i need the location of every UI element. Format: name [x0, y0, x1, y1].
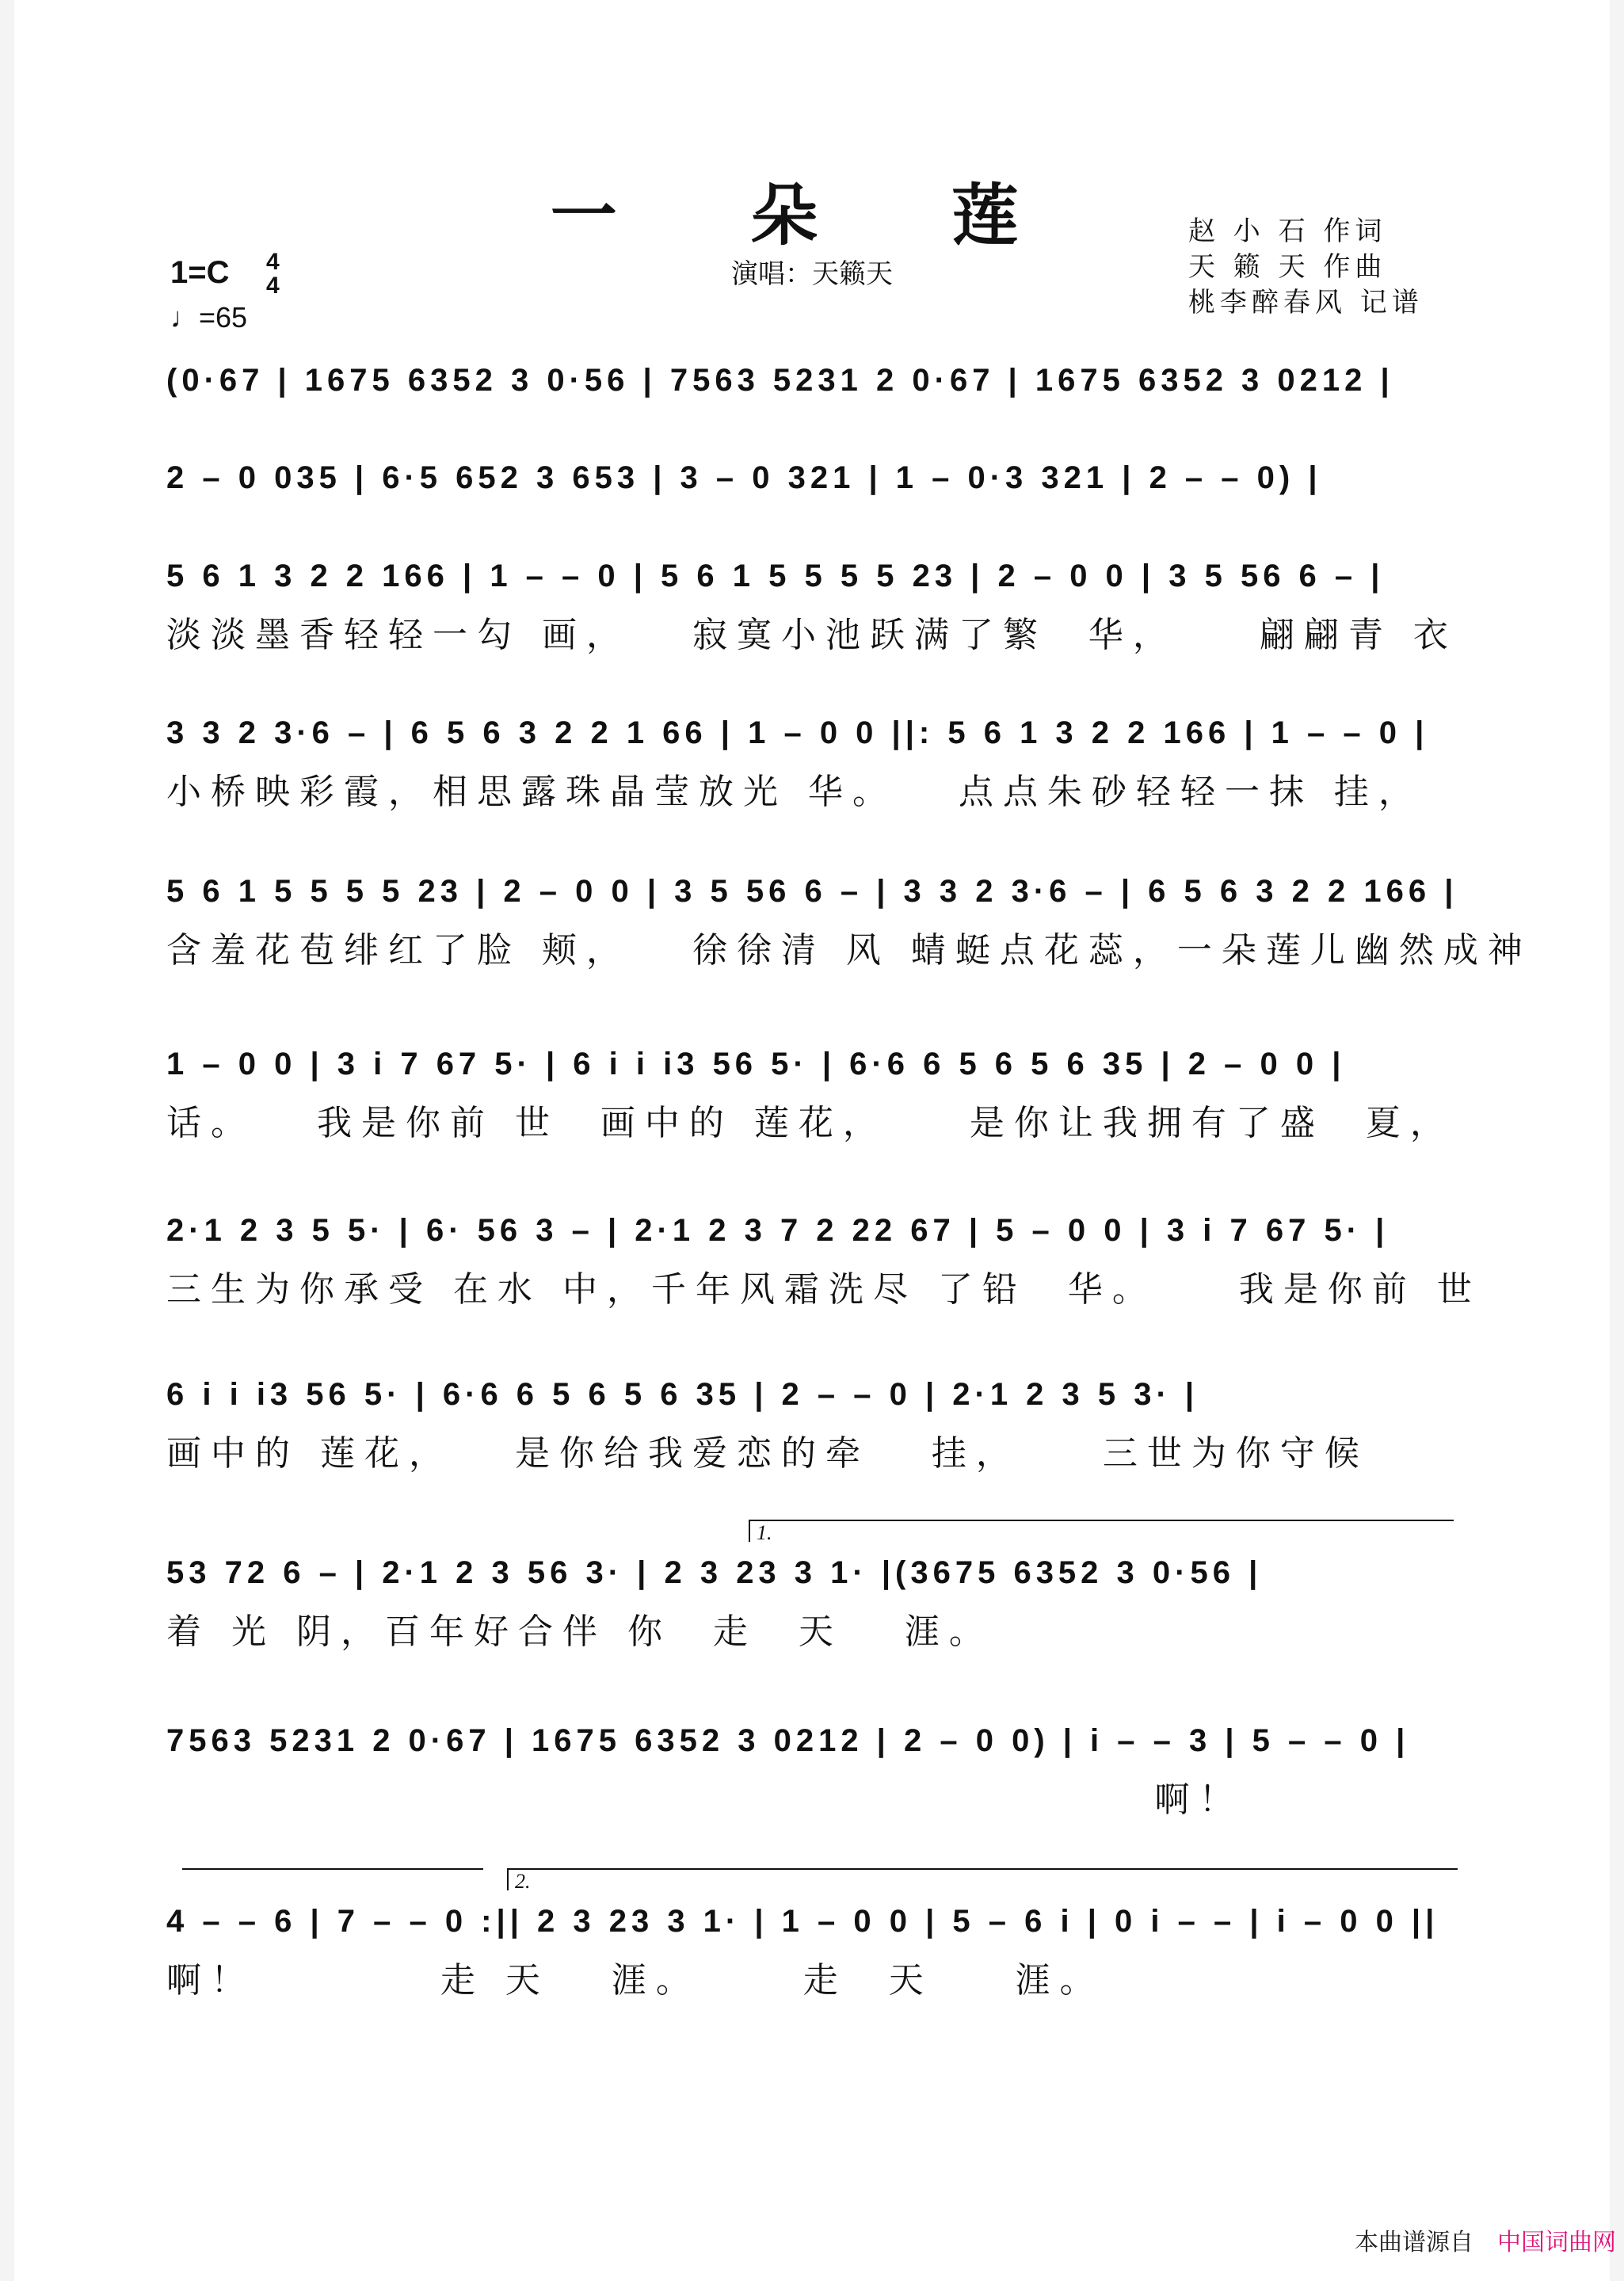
notation-line: 53 72 6 – | 2·1 2 3 56 3· | 2 3 23 3 1· |(3675 6352 3 0·56 | — [166, 1555, 1263, 1590]
lyric-line: 着 光 阴，百年好合伴 你 走 天 涯。 — [166, 1612, 993, 1652]
notation-line: 1 – 0 0 | 3 i 7 67 5· | 6 i i i3 56 5· | 6·6 6 5 6 5 6 35 | 2 – 0 0 | — [166, 1047, 1346, 1081]
score-line-4 — [166, 713, 1466, 814]
score-line-11 — [166, 1901, 1466, 2003]
volta-bracket-1: 1. — [749, 1520, 1454, 1542]
notation-line: 5 6 1 3 2 2 166 | 1 – – 0 | 5 6 1 5 5 5 5 23 | 2 – 0 0 | 3 5 56 6 – | — [166, 559, 1385, 593]
score-line-8 — [166, 1375, 1466, 1476]
credits-block — [1188, 214, 1424, 321]
score-line-1 — [166, 360, 1466, 400]
notation-line: 3 3 2 3·6 – | 6 5 6 3 2 2 1 66 | 1 – 0 0 ||: 5 6 1 3 2 2 166 | 1 – – 0 | — [166, 715, 1429, 750]
score-line-10 — [166, 1721, 1466, 1822]
time-signature-bottom: 4 — [266, 273, 280, 299]
volta-bracket-1-end — [182, 1868, 483, 1890]
footer-source-text: 本曲谱源自 — [1355, 2229, 1473, 2256]
score-line-7 — [166, 1211, 1481, 1312]
singer-credit: 演唱：天籁天 — [731, 258, 893, 290]
lyric-line: 小桥映彩霞，相思露珠晶莹放光 华。 点点朱砂轻轻一抹 挂， — [166, 772, 1423, 812]
song-title: 一 朵 莲 — [550, 176, 1074, 254]
time-signature — [266, 250, 280, 298]
left-margin-strip — [0, 0, 14, 2281]
notation-line: 4 – – 6 | 7 – – 0 :|| 2 3 23 3 1· | 1 – 0 0 | 5 – 6 i | 0 i – – | i – 0 0 || — [166, 1904, 1439, 1939]
notation-line: 5 6 1 5 5 5 5 23 | 2 – 0 0 | 3 5 56 6 – | 3 3 2 3·6 – | 6 5 6 3 2 2 166 | — [166, 874, 1458, 909]
volta-bracket-2: 2. — [507, 1868, 1458, 1890]
time-signature-top: 4 — [266, 249, 280, 275]
tempo-marking: ♩=65 — [170, 301, 248, 334]
lyric-line: 三生为你承受 在水 中，千年风霜洗尽 了铅 华。 我是你前 世 — [166, 1269, 1481, 1310]
transcriber-credit: 桃李醉春风 记谱 — [1188, 287, 1424, 319]
lyric-line: 啊！ — [166, 1779, 1244, 1820]
composer-credit: 天 籁 天 作曲 — [1188, 251, 1387, 283]
score-line-5 — [166, 872, 1532, 973]
score-line-9 — [166, 1553, 1466, 1654]
lyricist-credit: 赵 小 石 作词 — [1188, 216, 1387, 247]
lyric-line: 含羞花苞绯红了脸 颊， 徐徐清 风 蜻蜓点花蕊，一朵莲儿幽然成神 — [166, 930, 1532, 971]
score-line-2 — [166, 458, 1466, 498]
notation-line: 2 – 0 035 | 6·5 652 3 653 | 3 – 0 321 | 1 – 0·3 321 | 2 – – 0) | — [166, 460, 1322, 495]
score-line-6 — [166, 1044, 1466, 1146]
lyric-line: 画中的 莲花， 是你给我爱恋的牵 挂， 三世为你守候 — [166, 1433, 1369, 1474]
lyric-line: 话。 我是你前 世 画中的 莲花， 是你让我拥有了盛 夏， — [166, 1103, 1454, 1143]
score-line-3 — [166, 556, 1466, 658]
lyric-line: 淡淡墨香轻轻一勾 画， 寂寞小池跃满了繁 华， 翩翩青 衣 — [166, 615, 1458, 655]
notation-line: 6 i i i3 56 5· | 6·6 6 5 6 5 6 35 | 2 – – 0 | 2·1 2 3 5 3· | — [166, 1377, 1199, 1412]
key-signature: 1=C — [170, 255, 230, 290]
footer-site-link[interactable]: 中国词曲网 — [1497, 2229, 1616, 2256]
notation-line: 7563 5231 2 0·67 | 1675 6352 3 0212 | 2 – 0 0) | i – – 3 | 5 – – 0 | — [166, 1723, 1410, 1758]
notation-line: (0·67 | 1675 6352 3 0·56 | 7563 5231 2 0·67 | 1675 6352 3 0212 | — [166, 363, 1394, 398]
notation-line: 2·1 2 3 5 5· | 6· 56 3 – | 2·1 2 3 7 2 22 67 | 5 – 0 0 | 3 i 7 67 5· | — [166, 1213, 1390, 1248]
lyric-line: 啊！ 走 天 涯。 走 天 涯。 — [166, 1960, 1104, 2001]
right-margin-strip — [1610, 0, 1624, 2281]
